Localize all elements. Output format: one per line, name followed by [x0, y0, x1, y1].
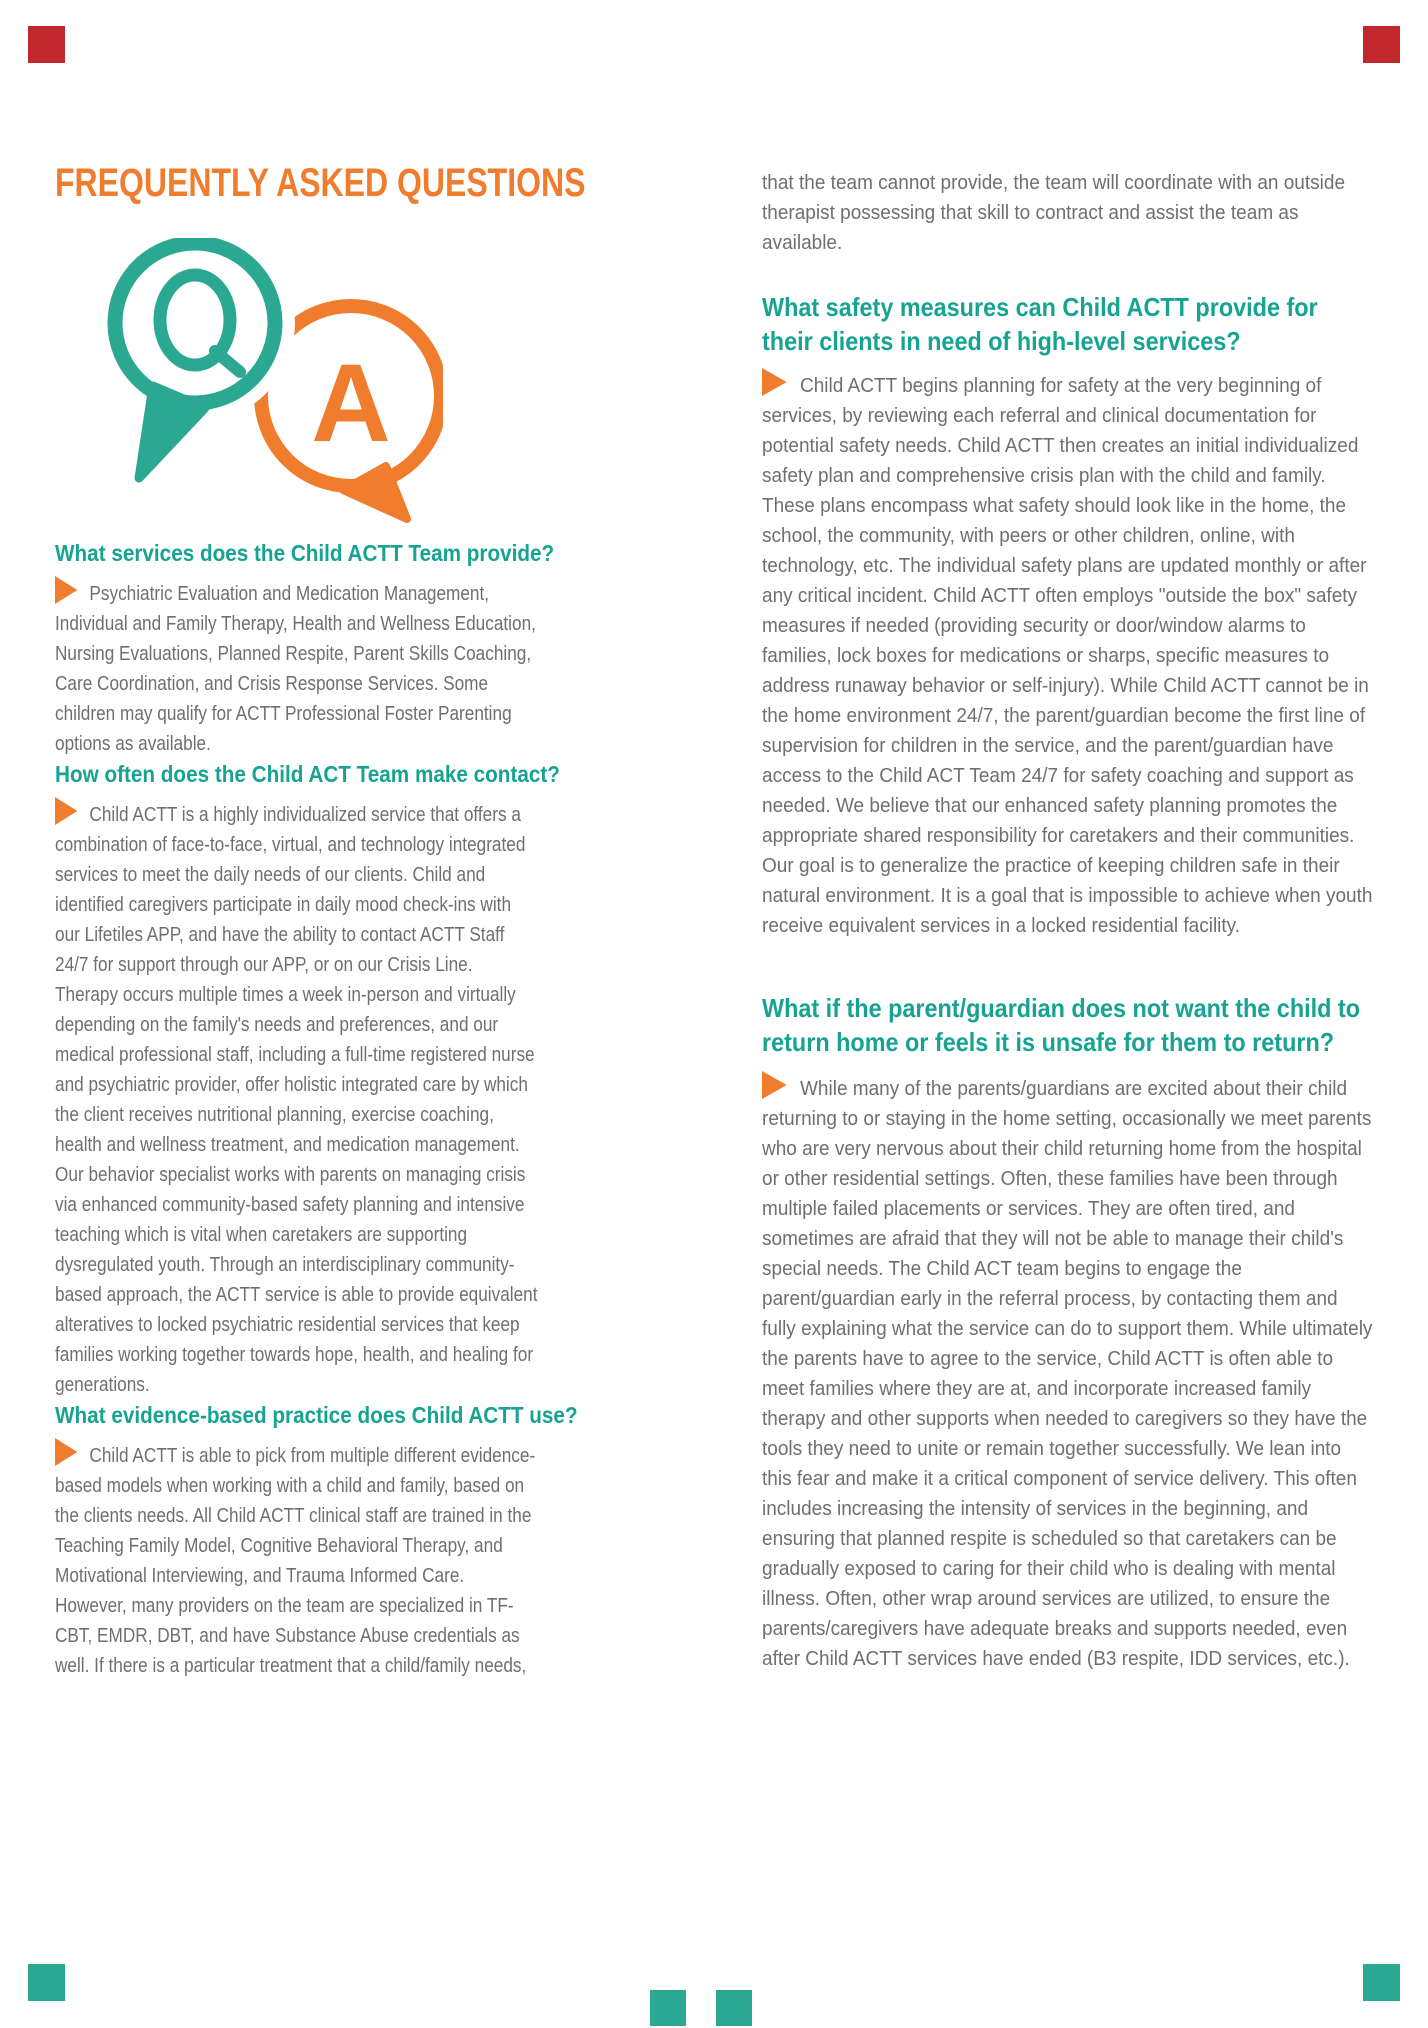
right-column	[762, 0, 1377, 1674]
answer-text: Psychiatric Evaluation and Medication Management, Individual and Family Therapy, Health and Wellness Education, Nursing Evaluations, Planned Respite, Parent Skills Coaching, Care Coordination, and Crisis Response Services. Some children may qualify for ACTT Professional Foster Parenting options as available.	[55, 583, 536, 755]
crop-mark-bottom-left	[28, 1964, 65, 2001]
intro-paragraph: that the team cannot provide, the team will coordinate with an outside therapist possessing that skill to contract and assist the team as available.	[762, 172, 1346, 254]
page-title: FREQUENTLY ASKED QUESTIONS	[55, 161, 586, 205]
question-heading	[762, 991, 1361, 1059]
qa-illustration	[103, 238, 443, 538]
answer-paragraph	[55, 797, 538, 1400]
answer-text: Child ACTT is able to pick from multiple different evidence-based models when working with a child and family, based on the clients needs. All Child ACTT clinical staff are trained in the Teaching Family Model, Cognitive Behavioral Therapy, and Motivational Interviewing, and Trauma Informed Care. However, many providers on the team are specialized in TF-CBT, EMDR, DBT, and have Substance Abuse credentials as well. If there is a particular treatment that a child/family needs,	[55, 1445, 536, 1677]
bullet-triangle-icon	[55, 797, 77, 825]
question-heading: What evidence-based practice does Child ACTT use?	[55, 1402, 578, 1428]
crop-mark-bottom-right	[1363, 1964, 1400, 2001]
question-heading: How often does the Child ACT Team make contact?	[55, 761, 560, 787]
crop-mark-bottom-center-2	[716, 1990, 752, 2026]
heading-line: What safety measures can Child ACTT provide for	[762, 292, 1318, 322]
heading-line: return home or feels it is unsafe for them to return?	[762, 1027, 1335, 1057]
answer-paragraph	[55, 576, 538, 759]
bullet-triangle-icon	[55, 576, 77, 604]
crop-mark-bottom-center-1	[650, 1990, 686, 2026]
answer-paragraph	[762, 368, 1375, 941]
question-heading: What services does the Child ACTT Team provide?	[55, 540, 555, 566]
heading-line: their clients in need of high-level services?	[762, 326, 1241, 356]
question-heading	[762, 290, 1316, 358]
answer-paragraph	[55, 1438, 538, 1681]
bullet-triangle-icon	[762, 368, 787, 396]
answer-paragraph	[762, 1071, 1375, 1674]
a-letter: A	[311, 342, 391, 465]
bullet-triangle-icon	[55, 1438, 77, 1466]
answer-text: Child ACTT is a highly individualized service that offers a combination of face-to-face, virtual, and technology integrated services to meet the daily needs of our clients. Child and identified caregivers participate in daily mood check-ins with our Lifetiles APP, and have the ability to contact ACTT Staff 24/7 for support through our APP, or on our Crisis Line. Therapy occurs multiple times a week in-person and virtually depending on the family's needs and preferences, and our medical professional staff, including a full-time registered nurse and psychiatric provider, offer holistic integrated care by which the client receives nutritional planning, exercise coaching, health and wellness treatment, and medication management. Our behavior specialist works with parents on managing crisis via enhanced community-based safety planning and intensive teaching which is vital when caretakers are supporting dysregulated youth. Through an interdisciplinary community-based approach, the ACTT service is able to provide equivalent alteratives to locked psychiatric residential services that keep families working together towards hope, health, and healing for generations.	[55, 804, 538, 1396]
answer-text: Child ACTT begins planning for safety at the very beginning of services, by reviewing each referral and clinical documentation for potential safety needs. Child ACTT then creates an initial individualized safety plan and comprehensive crisis plan with the child and family. These plans encompass what safety should look like in the home, the school, the community, with peers or other children, online, with technology, etc. The individual safety plans are updated monthly or after any critical incident. Child ACTT often employs "outside the box" safety measures if needed (providing security or door/window alarms to families, lock boxes for medications or sharps, specific measures to address runaway behavior or self-injury). While Child ACTT cannot be in the home environment 24/7, the parent/guardian become the first line of supervision for children in the service, and the parent/guardian have access to the Child ACT Team 24/7 for safety coaching and support as needed. We believe that our enhanced safety planning promotes the appropriate shared responsibility for caretakers and their communities. Our goal is to generalize the practice of keeping children safe in their natural environment. It is a goal that is impossible to achieve when youth receive equivalent services in a locked residential facility.	[762, 375, 1373, 937]
left-column	[55, 0, 586, 1681]
answer-text: While many of the parents/guardians are excited about their child returning to or staying in the home setting, occasionally we meet parents who are very nervous about their child returning home from the hospital or other residential settings. Often, these families have been through multiple failed placements or services. They are often tired, and sometimes are afraid that they will not be able to manage their child's special needs. The Child ACT team begins to engage the parent/guardian early in the referral process, by contacting them and fully explaining what the service can do to support them. While ultimately the parents have to agree to the service, Child ACTT is often able to meet families where they are at, and incorporate increased family therapy and other supports when needed to caregivers so they have the tools they need to unite or remain together successfully. We lean into this fear and make it a critical component of service delivery. This often includes increasing the intensity of services in the beginning, and ensuring that planned respite is scheduled so that caretakers can be gradually exposed to caring for their child who is dealing with mental illness. Often, other wrap around services are utilized, to ensure the parents/caregivers have adequate breaks and supports needed, even after Child ACTT services have ended (B3 respite, IDD services, etc.).	[762, 1078, 1373, 1670]
bullet-triangle-icon	[762, 1071, 787, 1099]
heading-line: What if the parent/guardian does not want the child to	[762, 993, 1361, 1023]
